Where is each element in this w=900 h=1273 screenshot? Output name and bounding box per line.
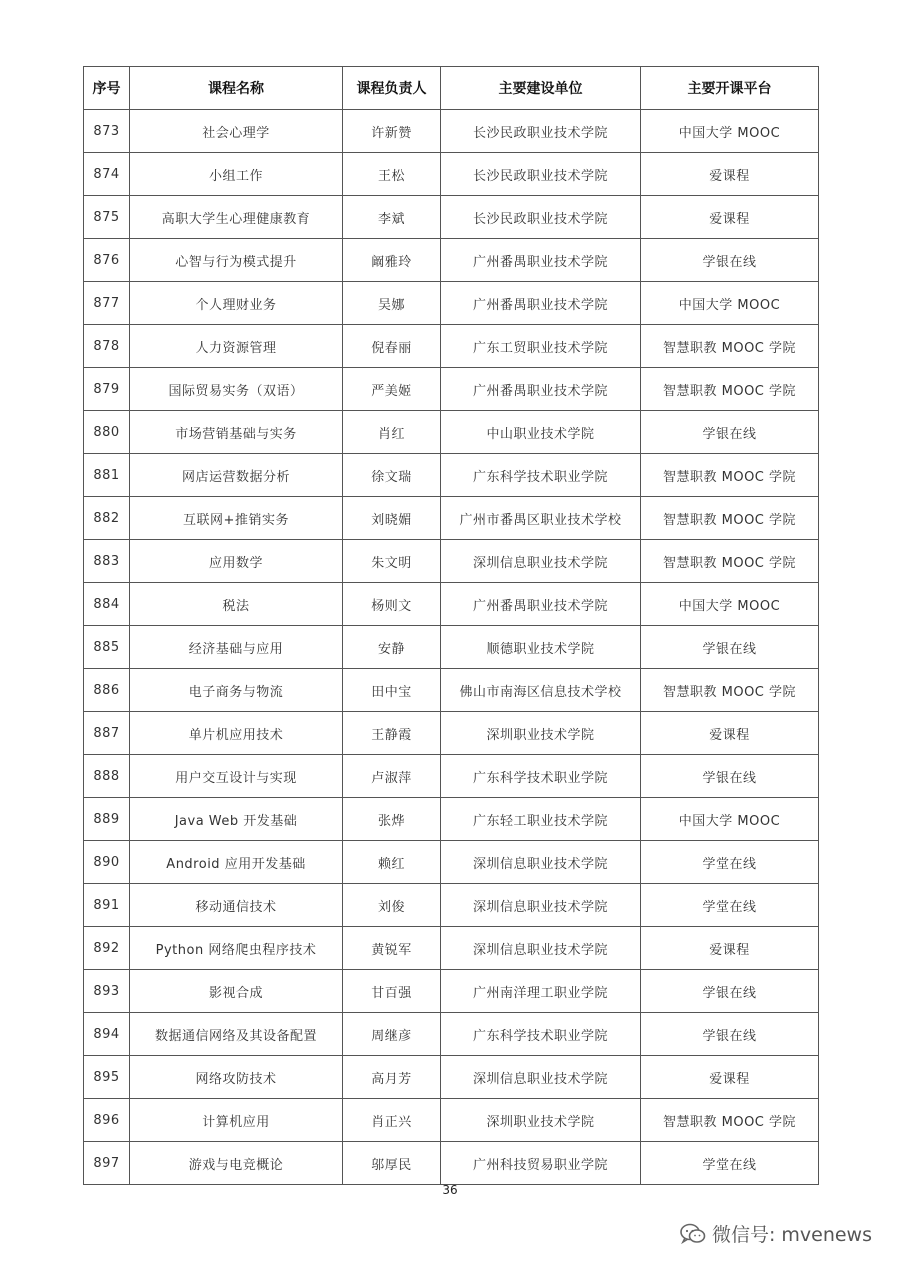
course-name-cell: Java Web 开发基础 [130,798,343,841]
row-index-cell: 893 [84,970,130,1013]
table-row [84,626,819,669]
row-index-cell: 888 [84,755,130,798]
table-row [84,841,819,884]
table-row [84,755,819,798]
row-index-cell: 884 [84,583,130,626]
institution-cell: 佛山市南海区信息技术学校 [441,669,641,712]
course-name-cell: 单片机应用技术 [130,712,343,755]
course-lead-cell: 倪春丽 [343,325,441,368]
platform-cell: 学堂在线 [641,884,819,927]
table-row [84,239,819,282]
platform-cell: 智慧职教 MOOC 学院 [641,1099,819,1142]
course-name-cell: 计算机应用 [130,1099,343,1142]
course-lead-cell: 邬厚民 [343,1142,441,1185]
course-name-cell: 数据通信网络及其设备配置 [130,1013,343,1056]
course-lead-cell: 肖红 [343,411,441,454]
course-name-cell: 网店运营数据分析 [130,454,343,497]
platform-cell: 智慧职教 MOOC 学院 [641,669,819,712]
course-name-cell: 网络攻防技术 [130,1056,343,1099]
watermark-text: 微信号: mvenews [711,1224,872,1246]
platform-cell: 中国大学 MOOC [641,282,819,325]
table-body [84,110,819,1185]
institution-cell: 广东科学技术职业学院 [441,755,641,798]
header-course-lead: 课程负责人 [343,67,441,110]
institution-cell: 广东轻工职业技术学院 [441,798,641,841]
institution-cell: 中山职业技术学院 [441,411,641,454]
table-row [84,970,819,1013]
table-row [84,927,819,970]
platform-cell: 中国大学 MOOC [641,110,819,153]
row-index-cell: 885 [84,626,130,669]
platform-cell: 学银在线 [641,239,819,282]
course-lead-cell: 黄锐军 [343,927,441,970]
table-header-row [84,67,819,110]
table-row [84,712,819,755]
institution-cell: 广州番禺职业技术学院 [441,282,641,325]
course-name-cell: 国际贸易实务（双语） [130,368,343,411]
row-index-cell: 877 [84,282,130,325]
table-row [84,110,819,153]
course-name-cell: 市场营销基础与实务 [130,411,343,454]
platform-cell: 智慧职教 MOOC 学院 [641,497,819,540]
table-row [84,196,819,239]
course-lead-cell: 刘晓媚 [343,497,441,540]
institution-cell: 广东科学技术职业学院 [441,454,641,497]
course-name-cell: 高职大学生心理健康教育 [130,196,343,239]
course-name-cell: Python 网络爬虫程序技术 [130,927,343,970]
table-row [84,583,819,626]
platform-cell: 学银在线 [641,1013,819,1056]
platform-cell: 学银在线 [641,970,819,1013]
table-row [84,325,819,368]
course-lead-cell: 朱文明 [343,540,441,583]
table-row [84,282,819,325]
table-row [84,1013,819,1056]
course-name-cell: 社会心理学 [130,110,343,153]
row-index-cell: 883 [84,540,130,583]
course-name-cell: 移动通信技术 [130,884,343,927]
row-index-cell: 880 [84,411,130,454]
course-table [83,66,819,1185]
institution-cell: 广州番禺职业技术学院 [441,583,641,626]
institution-cell: 深圳信息职业技术学院 [441,927,641,970]
row-index-cell: 886 [84,669,130,712]
platform-cell: 中国大学 MOOC [641,583,819,626]
course-name-cell: 游戏与电竞概论 [130,1142,343,1185]
row-index-cell: 894 [84,1013,130,1056]
platform-cell: 爱课程 [641,927,819,970]
institution-cell: 深圳信息职业技术学院 [441,1056,641,1099]
platform-cell: 学银在线 [641,626,819,669]
table-row [84,1142,819,1185]
course-lead-cell: 安静 [343,626,441,669]
course-lead-cell: 卢淑萍 [343,755,441,798]
course-lead-cell: 许新赞 [343,110,441,153]
course-name-cell: 经济基础与应用 [130,626,343,669]
table-row [84,411,819,454]
row-index-cell: 890 [84,841,130,884]
institution-cell: 广州番禺职业技术学院 [441,368,641,411]
course-name-cell: 用户交互设计与实现 [130,755,343,798]
institution-cell: 广东工贸职业技术学院 [441,325,641,368]
institution-cell: 长沙民政职业技术学院 [441,153,641,196]
row-index-cell: 891 [84,884,130,927]
row-index-cell: 875 [84,196,130,239]
row-index-cell: 892 [84,927,130,970]
row-index-cell: 879 [84,368,130,411]
course-lead-cell: 阚雅玲 [343,239,441,282]
course-name-cell: 心智与行为模式提升 [130,239,343,282]
platform-cell: 爱课程 [641,712,819,755]
course-lead-cell: 王松 [343,153,441,196]
course-name-cell: Android 应用开发基础 [130,841,343,884]
course-name-cell: 影视合成 [130,970,343,1013]
table-row [84,153,819,196]
row-index-cell: 882 [84,497,130,540]
institution-cell: 广东科学技术职业学院 [441,1013,641,1056]
institution-cell: 深圳信息职业技术学院 [441,884,641,927]
platform-cell: 学堂在线 [641,841,819,884]
platform-cell: 智慧职教 MOOC 学院 [641,325,819,368]
course-name-cell: 电子商务与物流 [130,669,343,712]
institution-cell: 深圳信息职业技术学院 [441,841,641,884]
platform-cell: 智慧职教 MOOC 学院 [641,368,819,411]
course-lead-cell: 刘俊 [343,884,441,927]
table-row [84,798,819,841]
table-row [84,497,819,540]
row-index-cell: 873 [84,110,130,153]
institution-cell: 长沙民政职业技术学院 [441,196,641,239]
institution-cell: 深圳信息职业技术学院 [441,540,641,583]
platform-cell: 爱课程 [641,196,819,239]
platform-cell: 学堂在线 [641,1142,819,1185]
platform-cell: 中国大学 MOOC [641,798,819,841]
platform-cell: 爱课程 [641,153,819,196]
row-index-cell: 889 [84,798,130,841]
header-course-name: 课程名称 [130,67,343,110]
table-row [84,669,819,712]
course-lead-cell: 赖红 [343,841,441,884]
institution-cell: 广州科技贸易职业学院 [441,1142,641,1185]
course-lead-cell: 甘百强 [343,970,441,1013]
header-index: 序号 [84,67,130,110]
institution-cell: 广州市番禺区职业技术学校 [441,497,641,540]
course-lead-cell: 张烨 [343,798,441,841]
course-lead-cell: 王静霞 [343,712,441,755]
course-lead-cell: 吴娜 [343,282,441,325]
institution-cell: 广州番禺职业技术学院 [441,239,641,282]
header-institution: 主要建设单位 [441,67,641,110]
page-number: 36 [442,1183,458,1197]
wechat-watermark [680,1220,872,1247]
course-lead-cell: 田中宝 [343,669,441,712]
institution-cell: 顺德职业技术学院 [441,626,641,669]
table-row [84,1099,819,1142]
institution-cell: 深圳职业技术学院 [441,1099,641,1142]
course-lead-cell: 严美姬 [343,368,441,411]
platform-cell: 爱课程 [641,1056,819,1099]
platform-cell: 智慧职教 MOOC 学院 [641,540,819,583]
course-lead-cell: 周继彦 [343,1013,441,1056]
row-index-cell: 897 [84,1142,130,1185]
platform-cell: 学银在线 [641,755,819,798]
course-name-cell: 人力资源管理 [130,325,343,368]
institution-cell: 深圳职业技术学院 [441,712,641,755]
wechat-icon [680,1223,706,1245]
course-name-cell: 应用数学 [130,540,343,583]
course-lead-cell: 徐文瑞 [343,454,441,497]
table-row [84,368,819,411]
row-index-cell: 878 [84,325,130,368]
course-lead-cell: 肖正兴 [343,1099,441,1142]
table-row [84,540,819,583]
table-row [84,1056,819,1099]
row-index-cell: 896 [84,1099,130,1142]
row-index-cell: 881 [84,454,130,497]
course-name-cell: 互联网+推销实务 [130,497,343,540]
table-row [84,884,819,927]
institution-cell: 长沙民政职业技术学院 [441,110,641,153]
row-index-cell: 874 [84,153,130,196]
row-index-cell: 887 [84,712,130,755]
table-row [84,454,819,497]
institution-cell: 广州南洋理工职业学院 [441,970,641,1013]
row-index-cell: 895 [84,1056,130,1099]
row-index-cell: 876 [84,239,130,282]
course-name-cell: 税法 [130,583,343,626]
course-lead-cell: 杨则文 [343,583,441,626]
course-name-cell: 个人理财业务 [130,282,343,325]
course-name-cell: 小组工作 [130,153,343,196]
course-lead-cell: 李斌 [343,196,441,239]
course-lead-cell: 高月芳 [343,1056,441,1099]
platform-cell: 学银在线 [641,411,819,454]
platform-cell: 智慧职教 MOOC 学院 [641,454,819,497]
header-platform: 主要开课平台 [641,67,819,110]
